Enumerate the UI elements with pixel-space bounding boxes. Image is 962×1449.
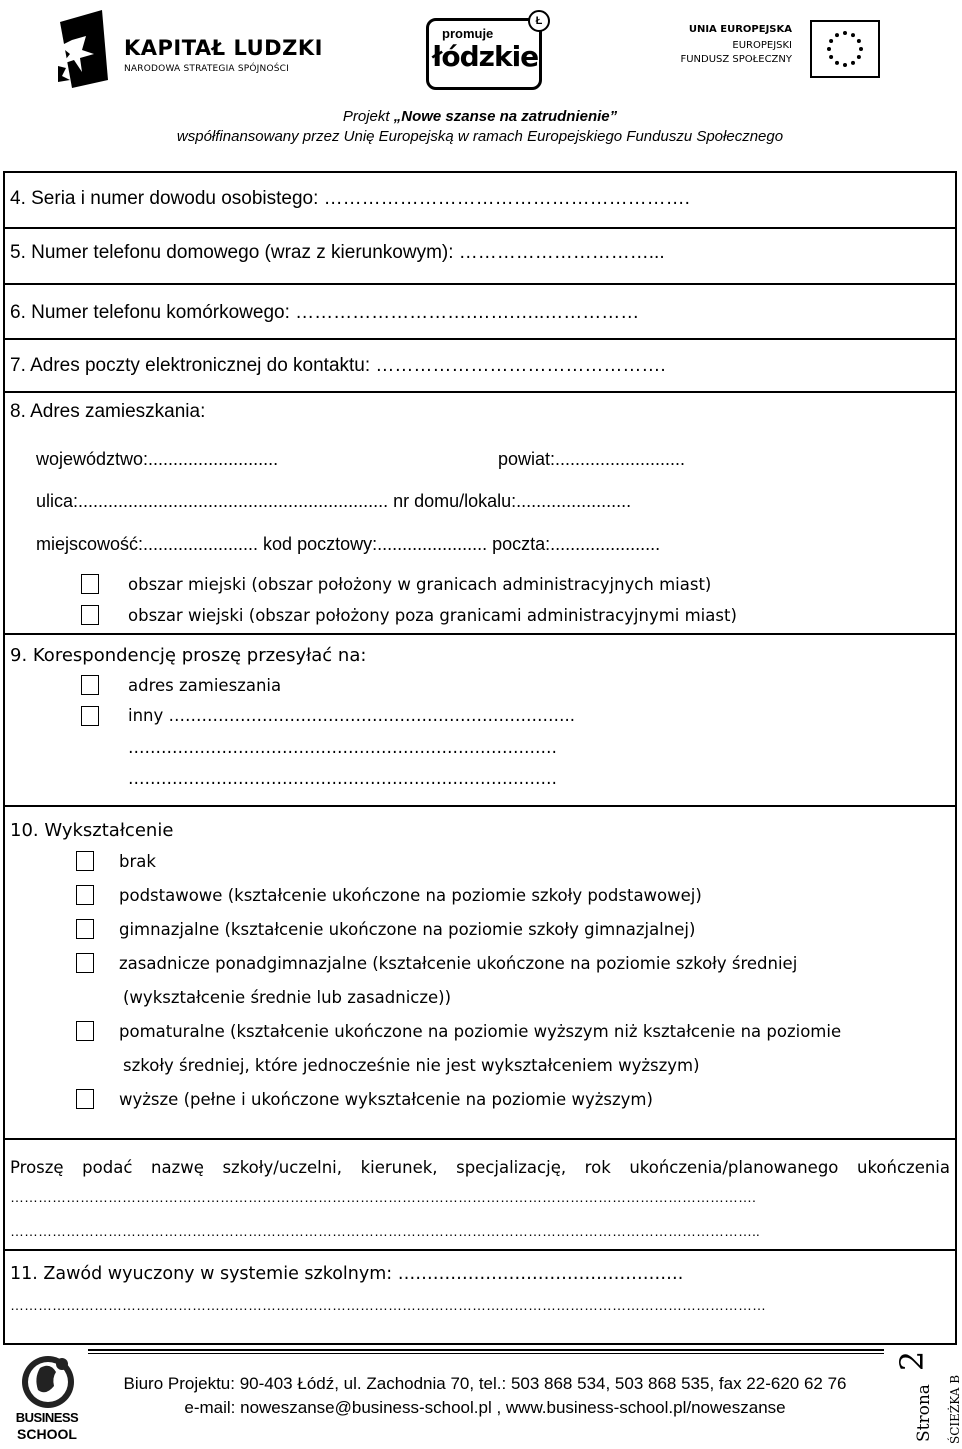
option-edu-none: brak bbox=[119, 852, 156, 871]
school-word: podać bbox=[82, 1158, 133, 1177]
school-word: nazwę bbox=[150, 1158, 204, 1177]
eu-flag-icon bbox=[810, 20, 880, 78]
checkbox-rural[interactable] bbox=[81, 605, 99, 625]
option-edu-post-secondary: pomaturalne (kształcenie ukończone na poziomie wyższym niż kształcenie na poziomie bbox=[119, 1022, 842, 1041]
cofinance-line: współfinansowany przez Unię Europejską w ramach Europejskiego Funduszu Społecznego bbox=[176, 128, 784, 145]
school-word: Proszę bbox=[10, 1158, 64, 1177]
correspondence-heading: 9. Korespondencję proszę przesyłać na: bbox=[10, 645, 367, 666]
eu-star-icon bbox=[843, 63, 847, 67]
separator bbox=[3, 805, 957, 807]
address-heading: 8. Adres zamieszkania: bbox=[10, 401, 206, 422]
business-school-line-1: BUSINESS bbox=[15, 1410, 79, 1425]
option-edu-primary: podstawowe (kształcenie ukończone na poziomie szkoły podstawowej) bbox=[119, 886, 702, 905]
trademark-icon: Ł bbox=[528, 10, 550, 32]
other-address-line[interactable]: …………………………………………………………………… bbox=[128, 738, 557, 757]
checkbox-urban[interactable] bbox=[81, 574, 99, 594]
footer-rule bbox=[88, 1353, 884, 1354]
eu-line-2: EUROPEJSKI bbox=[732, 40, 792, 51]
field-street[interactable]: ulica:.............................................................. nr domu/lokalu:....................... bbox=[36, 491, 632, 511]
school-word: szkoły/uczelni, bbox=[222, 1158, 342, 1177]
checkbox-edu-higher[interactable] bbox=[76, 1089, 94, 1109]
eu-star-icon bbox=[857, 55, 861, 59]
separator bbox=[3, 391, 957, 393]
project-name: „Nowe szanse na zatrudnienie” bbox=[393, 108, 618, 125]
school-line[interactable]: …………………………………………………………………………………………………………………………………………….. bbox=[10, 1223, 760, 1239]
field-mobile-phone[interactable]: 6. Numer telefonu komórkowego: ……………………….…….…..…………… bbox=[10, 302, 640, 323]
field-email[interactable]: 7. Adres poczty elektronicznej do kontaktu: ………………………………………. bbox=[10, 355, 666, 376]
eu-star-icon bbox=[835, 33, 839, 37]
lodzkie-label: łódzkie bbox=[432, 40, 539, 73]
project-title bbox=[0, 108, 960, 125]
separator bbox=[3, 227, 957, 229]
option-edu-upper-secondary-cont: (wykształcenie średnie lub zasadnicze)) bbox=[123, 988, 452, 1007]
option-edu-upper-secondary: zasadnicze ponadgimnazjalne (kształcenie ukończone na poziomie szkoły średniej bbox=[119, 954, 798, 973]
checkbox-home-address[interactable] bbox=[81, 675, 99, 695]
option-edu-lower-secondary: gimnazjalne (kształcenie ukończone na poziomie szkoły gimnazjalnej) bbox=[119, 920, 696, 939]
checkbox-other-address[interactable] bbox=[81, 706, 99, 726]
school-word: ukończenia bbox=[856, 1158, 950, 1177]
option-edu-higher: wyższe (pełne i ukończone wykształcenie na poziomie wyższym) bbox=[119, 1090, 653, 1109]
field-voivodeship[interactable]: województwo:.......................... bbox=[36, 449, 279, 469]
checkbox-edu-post-secondary[interactable] bbox=[76, 1021, 94, 1041]
school-word: specjalizację, bbox=[456, 1158, 567, 1177]
project-prefix: Projekt bbox=[342, 108, 394, 125]
footer-rule bbox=[88, 1349, 884, 1351]
separator bbox=[3, 633, 957, 635]
checkbox-edu-primary[interactable] bbox=[76, 885, 94, 905]
school-word: rok bbox=[584, 1158, 611, 1177]
school-word: kierunek, bbox=[360, 1158, 438, 1177]
field-county[interactable]: powiat:.......................... bbox=[498, 449, 686, 469]
eu-line-3: FUNDUSZ SPOŁECZNY bbox=[680, 54, 792, 65]
field-locality[interactable]: miejscowość:....................... kod pocztowy:...................... poczta:...................... bbox=[36, 534, 661, 554]
promuje-lodzkie-logo bbox=[420, 10, 550, 86]
eu-line-1: UNIA EUROPEJSKA bbox=[688, 24, 792, 35]
education-heading: 10. Wykształcenie bbox=[10, 820, 174, 841]
kapital-ludzki-emblem-icon bbox=[52, 10, 112, 90]
option-home-address: adres zamieszania bbox=[128, 676, 282, 695]
page-number: 2 bbox=[893, 1350, 932, 1372]
eu-star-icon bbox=[829, 55, 833, 59]
school-instruction bbox=[10, 1158, 950, 1177]
option-rural: obszar wiejski (obszar położony poza granicami administracyjnymi miast) bbox=[128, 606, 737, 625]
option-other-address[interactable]: inny ……………………………………………………………….. bbox=[128, 706, 575, 725]
option-urban: obszar miejski (obszar położony w granicach administracyjnych miast) bbox=[128, 575, 712, 594]
eu-star-icon bbox=[859, 47, 863, 51]
other-address-line[interactable]: …………………………………………………………………… bbox=[128, 769, 557, 788]
kapital-ludzki-subtitle: NARODOWA STRATEGIA SPÓJNOŚCI bbox=[124, 64, 289, 74]
eu-logo bbox=[678, 18, 888, 80]
eu-star-icon bbox=[827, 47, 831, 51]
kapital-ludzki-title: KAPITAŁ LUDZKI bbox=[124, 36, 323, 60]
option-edu-post-secondary-cont: szkoły średniej, które jednocześnie nie jest wykształceniem wyższym) bbox=[123, 1056, 700, 1075]
path-label: ŚCIEŻKA B bbox=[948, 1374, 962, 1444]
business-school-line-2: SCHOOL bbox=[17, 1426, 77, 1442]
eu-star-icon bbox=[829, 39, 833, 43]
school-word: ukończenia/planowanego bbox=[629, 1158, 839, 1177]
checkbox-edu-lower-secondary[interactable] bbox=[76, 919, 94, 939]
field-id-card[interactable]: 4. Seria i numer dowodu osobistego: …………………………………………………. bbox=[10, 188, 690, 209]
school-line[interactable]: ……………………………………………………………………………………………………………………………………………. bbox=[10, 1189, 756, 1205]
page-word: Strona bbox=[914, 1384, 934, 1442]
profession-line[interactable]: ……………………………………………………………………………………………………………………………………………… bbox=[10, 1297, 766, 1313]
separator bbox=[3, 1138, 957, 1140]
separator bbox=[3, 338, 957, 340]
separator bbox=[3, 1249, 957, 1251]
field-profession[interactable]: 11. Zawód wyuczony w systemie szkolnym: …………………………………………. bbox=[10, 1264, 684, 1284]
kapital-ludzki-logo bbox=[48, 8, 323, 92]
separator bbox=[3, 283, 957, 285]
eu-star-icon bbox=[851, 33, 855, 37]
eu-star-icon bbox=[857, 39, 861, 43]
eu-star-icon bbox=[851, 61, 855, 65]
footer-contact: e-mail: noweszanse@business-school.pl , www.business-school.pl/noweszanse bbox=[184, 1398, 786, 1417]
eu-star-icon bbox=[835, 61, 839, 65]
checkbox-edu-upper-secondary[interactable] bbox=[76, 953, 94, 973]
eu-star-icon bbox=[843, 31, 847, 35]
footer-address: Biuro Projektu: 90-403 Łódź, ul. Zachodnia 70, tel.: 503 868 534, 503 868 535, fax 22-620 62 76 bbox=[123, 1374, 847, 1393]
field-home-phone[interactable]: 5. Numer telefonu domowego (wraz z kierunkowym): …………………………... bbox=[10, 242, 665, 263]
page-indicator bbox=[893, 1346, 962, 1446]
checkbox-edu-none[interactable] bbox=[76, 851, 94, 871]
promuje-label: promuje bbox=[442, 26, 494, 41]
